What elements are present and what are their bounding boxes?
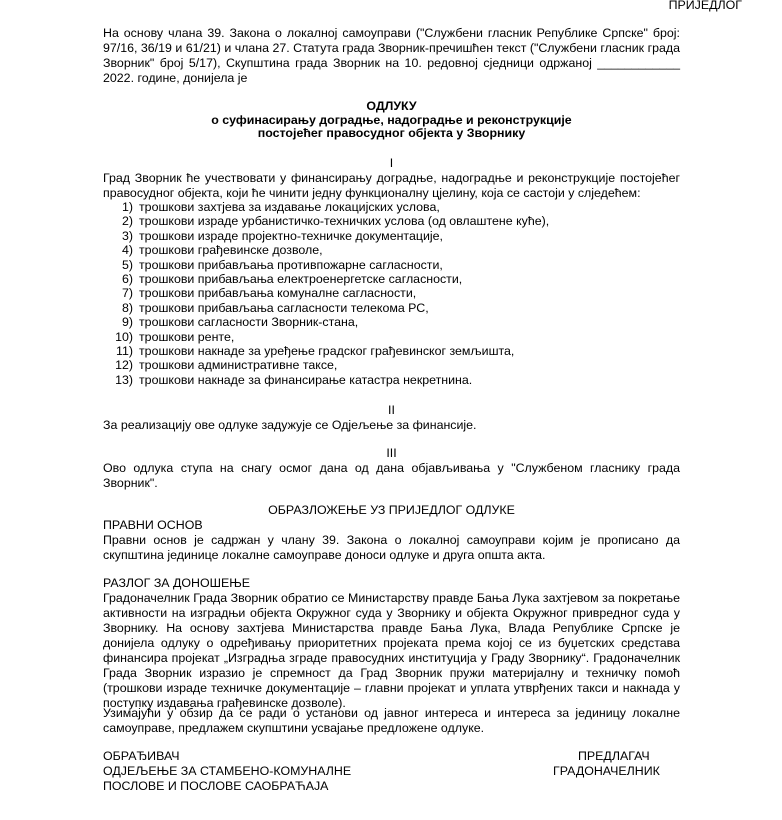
preamble-paragraph: На основу члана 39. Закона о локалној самоуправи ("Службени гласник Републике Српске" број: 97/16, 36/19 и 61/21) и члана 27. Статута града Зворник-пречишћен текст ("Службени гласник града Зворник" број 5/17), Скупштина града Зворник на 10. редовној сједници одржаној ____________ 2022. године, донијела је	[103, 26, 680, 85]
processor-dept-line-1: ОДЈЕЉЕЊЕ ЗА СТАМБЕНО-КОМУНАЛНЕ	[103, 764, 352, 778]
section-1-numeral: I	[389, 156, 394, 170]
cost-item	[103, 373, 680, 387]
cost-item	[103, 358, 680, 372]
cost-item-text: трошкови прибављања електроенергетске сагласности,	[139, 271, 463, 286]
reason-heading: РАЗЛОГ ЗА ДОНОШЕЊЕ	[103, 576, 251, 590]
cost-item-number: 8)	[121, 300, 133, 315]
proposal-label: ПРИЈЕДЛОГ	[668, 0, 742, 12]
decision-title	[103, 100, 680, 141]
cost-item	[103, 301, 680, 315]
cost-item-number: 10)	[115, 329, 133, 344]
cost-item-text: трошкови израде урбанистичко-техничких услова (од овлаштене куће),	[139, 214, 550, 229]
cost-item-number: 5)	[121, 257, 133, 272]
title-line-2: о суфинасирању доградње, надоградње и реконструкције	[211, 112, 572, 127]
section-3-numeral: III	[386, 446, 397, 460]
cost-item-number: 6)	[121, 271, 133, 286]
cost-item	[103, 243, 680, 257]
cost-item-text: трошкови административне таксе,	[139, 358, 338, 373]
cost-item	[103, 272, 680, 286]
closing-text: Узимајући у обзир да се ради о установи од јавног интереса и интереса за јединицу локалне самоуправе, предлажем скупштини усвајање предложене одлуке.	[103, 706, 680, 735]
section-3-text: Ово одлука ступа на снагу осмог дана од дана објављивања у "Службеном гласнику града Зворник".	[103, 461, 680, 490]
title-line-3: постојећег правосудног објекта у Зворнику	[257, 126, 526, 140]
cost-item-text: трошкови накнаде за уређење градског грађевинског земљишта,	[139, 343, 515, 358]
cost-item-number: 11)	[116, 343, 133, 358]
cost-item-text: трошкови сагласности Зворник-стана,	[139, 315, 359, 330]
cost-item-text: трошкови захтјева за издавање локацијских услова,	[139, 200, 440, 214]
cost-item-number: 1)	[121, 200, 133, 214]
processor-dept-line-2: ПОСЛОВЕ И ПОСЛОВЕ САОБРАЋАЈА	[103, 779, 329, 793]
cost-item	[103, 315, 680, 329]
cost-item-text: трошкови грађевинске дозволе,	[139, 243, 323, 258]
cost-item	[103, 214, 680, 228]
cost-item-text: трошкови накнаде за финансирање катастра некретнина.	[139, 372, 473, 387]
reason-text: Градоначелник Града Зворник обратио се Министарству правде Бања Лука захтјевом за покретање активности на изградњи објекта Окружног суда у Зворнику и објекта Окружног привредног суда у Зворнику. На основу захтјева Министарства правде Бања Лука, Влада Републике Српске је донијела одлуку о одређивању приоритетних пројеката према којој се из буџетских средстава финансира пројекат „Изградња зграде правосудних институција у Граду Зворнику“. Градоначелник Града Зворник изразио је спремност да Град Зворник пружи материјалну и техничку помоћ (трошкови израде техничке документације – главни пројекат и уплата утврђених такси и накнада у поступку издавања грађевинске дозволе).	[103, 591, 680, 710]
explanation-heading: ОБРАЗЛОЖЕЊЕ УЗ ПРИЈЕДЛОГ ОДЛУКЕ	[268, 503, 515, 517]
proposer-name: ГРАДОНАЧЕЛНИК	[553, 764, 660, 778]
cost-item-text: трошкови прибављања противпожарне сагласности,	[139, 257, 443, 272]
section-2-text: За реализацију ове одлуке задужује се Одјељење за финансије.	[103, 418, 477, 432]
section-1-intro: Град Зворник ће учествовати у финансирању доградње, надоградње и реконструкције постојећег правосудног објекта, који ће чинити једну функционалну цјелину, која се састоји у слједећем:	[103, 171, 680, 200]
cost-item	[103, 344, 680, 358]
cost-item-number: 13)	[115, 372, 133, 387]
cost-item-number: 3)	[121, 228, 133, 243]
cost-item-number: 12)	[115, 358, 133, 373]
processor-title: ОБРАЂИВАЧ	[103, 749, 180, 763]
cost-item	[103, 258, 680, 272]
cost-item-number: 4)	[121, 243, 133, 258]
cost-item	[103, 286, 680, 300]
cost-item-text: трошкови израде пројектно-техничке документације,	[139, 228, 443, 243]
cost-item-text: трошкови ренте,	[139, 329, 235, 344]
cost-item	[103, 200, 680, 214]
section-2-numeral: II	[388, 403, 395, 417]
cost-item-text: трошкови прибављања комуналне сагласности,	[139, 286, 417, 301]
title-line-1: ОДЛУКУ	[366, 99, 417, 113]
cost-item-number: 2)	[121, 214, 133, 229]
proposer-signature	[553, 749, 683, 779]
legal-basis-text: Правни основ је садржан у члану 39. Закона о локалној самоуправи којим је прописано да скупштина јединице локалне самоуправе доноси одлуке и друга општа акта.	[103, 533, 680, 562]
cost-item-text: трошкови прибављања сагласности телекома РС,	[139, 300, 429, 315]
cost-items-list	[103, 200, 680, 387]
legal-basis-heading: ПРАВНИ ОСНОВ	[103, 518, 203, 532]
cost-item-number: 9)	[121, 315, 133, 330]
cost-item	[103, 330, 680, 344]
cost-item-number: 7)	[121, 286, 133, 301]
cost-item	[103, 229, 680, 243]
processor-signature	[103, 749, 351, 794]
proposer-title: ПРЕДЛАГАЧ	[578, 749, 650, 763]
